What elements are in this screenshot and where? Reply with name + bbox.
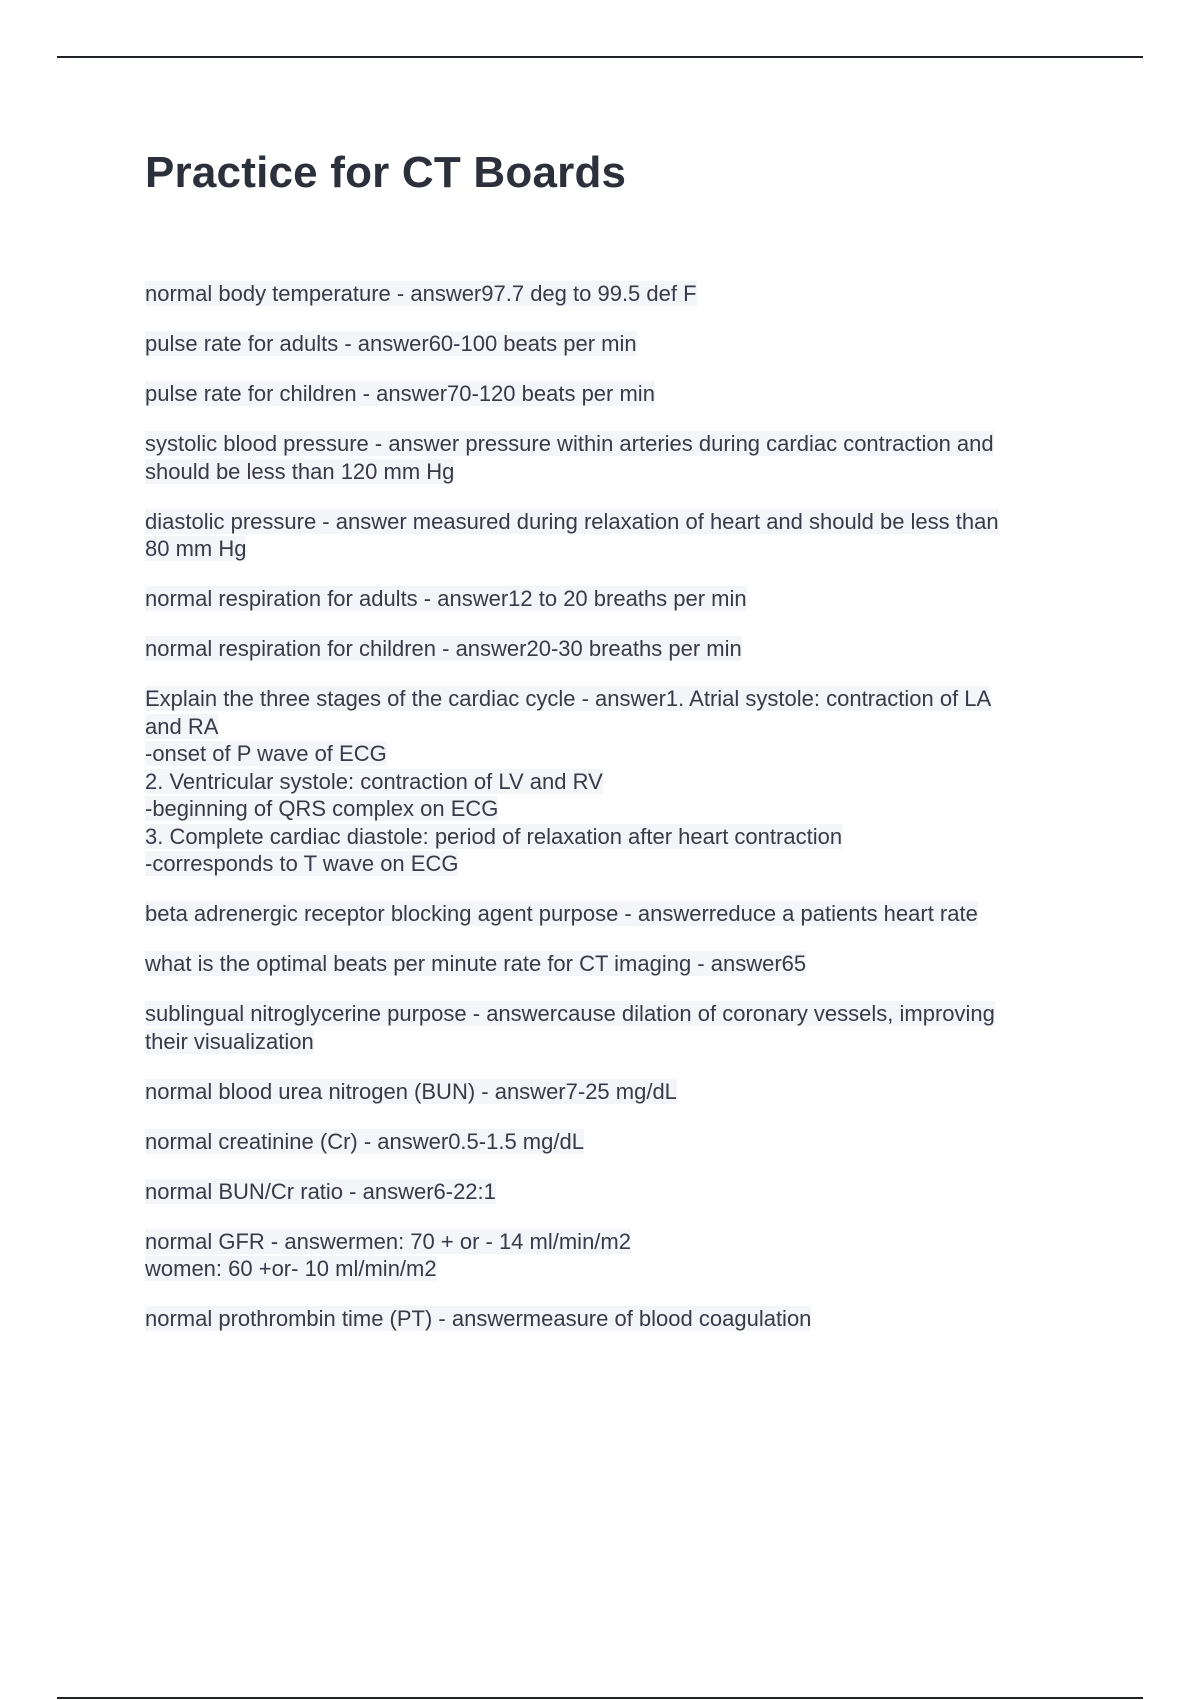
flashcard-entry: [145, 1000, 1105, 1055]
flashcard-line: [145, 768, 1105, 796]
flashcard-line: [145, 740, 1105, 768]
top-divider: [57, 56, 1143, 58]
flashcard-line: [145, 1000, 1105, 1028]
flashcard-text: -corresponds to T wave on ECG: [145, 851, 459, 876]
flashcard-entry: [145, 635, 1105, 663]
flashcard-line: [145, 713, 1105, 741]
flashcard-line: [145, 458, 1105, 486]
flashcard-text: 2. Ventricular systole: contraction of LV and RV: [145, 768, 603, 794]
flashcard-line: [145, 330, 1105, 358]
flashcard-text: normal blood urea nitrogen (BUN) - answer7-25 mg/dL: [145, 1078, 677, 1104]
flashcard-text: normal prothrombin time (PT) - answermeasure of blood coagulation: [145, 1306, 812, 1331]
flashcard-entry: [145, 1228, 1105, 1283]
flashcard-entry: [145, 1078, 1105, 1106]
flashcard-text: beta adrenergic receptor blocking agent purpose - answerreduce a patients heart rate: [145, 901, 978, 926]
flashcard-text: 80 mm Hg: [145, 536, 247, 561]
flashcard-entry: [145, 280, 1105, 308]
flashcard-text: pulse rate for children - answer70-120 beats per min: [145, 381, 655, 406]
flashcard-line: [145, 380, 1105, 408]
flashcard-line: [145, 585, 1105, 613]
flashcard-text: normal BUN/Cr ratio - answer6-22:1: [145, 1178, 496, 1204]
flashcard-entry: [145, 330, 1105, 358]
flashcard-line: [145, 823, 1105, 851]
flashcard-text: normal body temperature - answer97.7 deg to 99.5 def F: [145, 281, 697, 306]
flashcard-text: normal respiration for adults - answer12 to 20 breaths per min: [145, 586, 747, 611]
flashcard-entry: [145, 585, 1105, 613]
flashcard-line: [145, 280, 1105, 308]
flashcard-entry: [145, 508, 1105, 563]
bottom-divider: [57, 1697, 1143, 1699]
flashcard-line: [145, 1078, 1105, 1106]
flashcard-entry: [145, 430, 1105, 485]
flashcard-entry: [145, 380, 1105, 408]
flashcard-text: normal GFR - answermen: 70 + or - 14 ml/min/m2: [145, 1228, 631, 1254]
flashcard-text: normal respiration for children - answer20-30 breaths per min: [145, 636, 742, 661]
flashcard-entry: [145, 685, 1105, 878]
flashcard-line: [145, 850, 1105, 878]
flashcard-line: [145, 950, 1105, 978]
flashcard-entry: [145, 1305, 1105, 1333]
flashcard-text: Explain the three stages of the cardiac cycle - answer1. Atrial systole: contraction of LA: [145, 686, 992, 711]
flashcard-line: [145, 535, 1105, 563]
flashcard-text: -onset of P wave of ECG: [145, 741, 387, 766]
flashcard-text: systolic blood pressure - answer pressure within arteries during cardiac contraction and: [145, 431, 994, 456]
flashcard-line: [145, 1305, 1105, 1333]
flashcard-line: [145, 1178, 1105, 1206]
flashcard-text: diastolic pressure - answer measured during relaxation of heart and should be less than: [145, 508, 999, 534]
flashcard-text: pulse rate for adults - answer60-100 beats per min: [145, 331, 637, 356]
flashcard-entry: [145, 950, 1105, 978]
flashcard-line: [145, 635, 1105, 663]
flashcard-line: [145, 795, 1105, 823]
flashcard-text: women: 60 +or- 10 ml/min/m2: [145, 1256, 437, 1281]
flashcard-entry: [145, 1128, 1105, 1156]
flashcard-text: what is the optimal beats per minute rate for CT imaging - answer65: [145, 951, 807, 976]
flashcard-text: normal creatinine (Cr) - answer0.5-1.5 mg/dL: [145, 1128, 584, 1154]
flashcard-list: [145, 280, 1105, 1333]
flashcard-line: [145, 1128, 1105, 1156]
flashcard-text: -beginning of QRS complex on ECG: [145, 796, 499, 821]
flashcard-line: [145, 508, 1105, 536]
flashcard-line: [145, 900, 1105, 928]
flashcard-line: [145, 1228, 1105, 1256]
flashcard-entry: [145, 900, 1105, 928]
flashcard-text: and RA: [145, 713, 219, 739]
document-body: [145, 140, 1105, 1355]
page-title: Practice for CT Boards: [145, 148, 627, 197]
flashcard-entry: [145, 1178, 1105, 1206]
flashcard-line: [145, 1028, 1105, 1056]
flashcard-text: their visualization: [145, 1028, 314, 1054]
flashcard-text: should be less than 120 mm Hg: [145, 458, 455, 484]
flashcard-line: [145, 430, 1105, 458]
flashcard-text: 3. Complete cardiac diastole: period of relaxation after heart contraction: [145, 823, 843, 849]
flashcard-line: [145, 685, 1105, 713]
flashcard-line: [145, 1255, 1105, 1283]
flashcard-text: sublingual nitroglycerine purpose - answercause dilation of coronary vessels, improving: [145, 1001, 995, 1026]
